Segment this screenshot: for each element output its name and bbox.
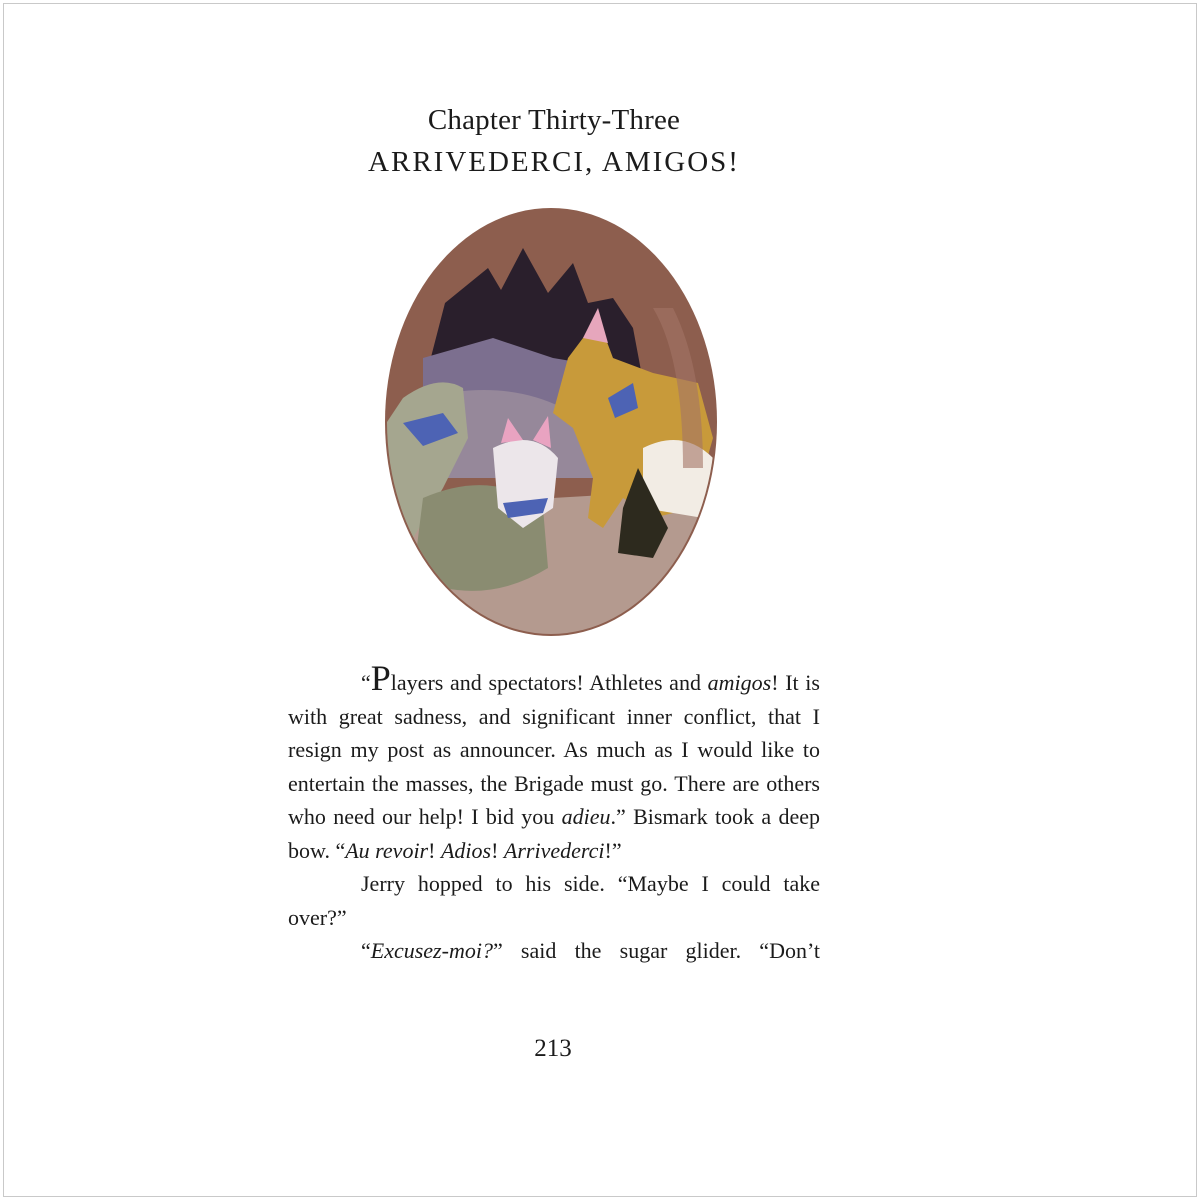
open-quote: “ xyxy=(361,670,371,695)
text-run: ! xyxy=(428,837,441,863)
open-quote: “ xyxy=(361,938,371,963)
text-run: !” xyxy=(604,837,622,863)
text-run: ! It is with great sadness, and significant inner conflict, that I resign my post as announcer. As much as I would like to entertain the masses, the Brigade must go. There are others who need our help! I bid you xyxy=(288,670,820,829)
italic-word: Adios xyxy=(440,837,492,863)
italic-word: adieu xyxy=(561,804,611,829)
paragraph xyxy=(288,934,820,968)
text-run: .” Bismark took a deep bow. “ xyxy=(288,804,820,863)
italic-word: amigos xyxy=(707,670,772,695)
italic-word: Au revoir xyxy=(345,837,429,863)
chapter-illustration xyxy=(383,208,723,642)
text-run: layers and spectators! Athletes and xyxy=(390,670,708,695)
drop-cap: P xyxy=(370,658,391,698)
body-text xyxy=(288,658,820,968)
italic-word: Arrivederci xyxy=(503,837,605,863)
paragraph xyxy=(288,658,820,867)
page-number: 213 xyxy=(534,1035,572,1062)
chapter-number: Chapter Thirty-Three xyxy=(427,104,681,136)
chapter-title: ARRIVEDERCI, AMIGOS! xyxy=(368,146,740,178)
italic-word: Excusez-moi? xyxy=(370,938,493,963)
text-run: ! xyxy=(491,837,504,863)
paragraph: Jerry hopped to his side. “Maybe I could take over?” xyxy=(288,871,820,930)
text-run: ” said the sugar glider. “Don’t xyxy=(492,938,820,963)
